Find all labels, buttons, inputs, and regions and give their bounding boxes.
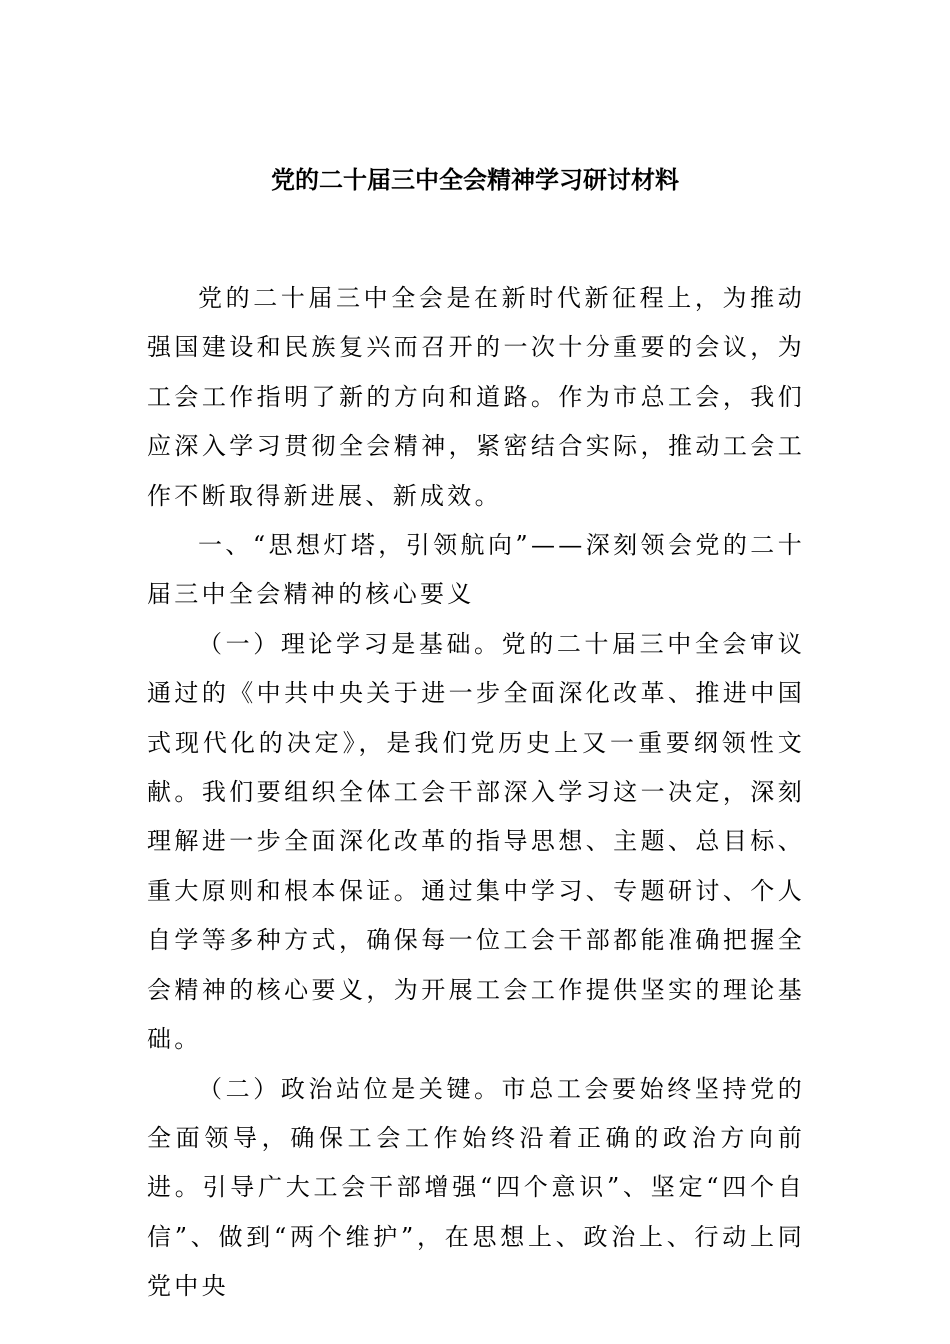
document-body bbox=[147, 274, 805, 1312]
section-heading-1: 一、“思想灯塔，引领航向”——深刻领会党的二十届三中全会精神的核心要义 bbox=[147, 531, 805, 609]
paragraph-political-stance: （二）政治站位是关键。市总工会要始终坚持党的全面领导，确保工会工作始终沿着正确的政治方向前进。引导广大工会干部增强“四个意识”、坚定“四个自信”、做到“两个维护”，在思想上、政治上、行动上同党中央 bbox=[147, 1074, 805, 1301]
paragraph-intro: 党的二十届三中全会是在新时代新征程上，为推动强国建设和民族复兴而召开的一次十分重要的会议，为工会工作指明了新的方向和道路。作为市总工会，我们应深入学习贯彻全会精神，紧密结合实际，推动工会工作不断取得新进展、新成效。 bbox=[147, 284, 805, 510]
document-title: 党的二十届三中全会精神学习研讨材料 bbox=[271, 165, 679, 194]
paragraph-theory-study: （一）理论学习是基础。党的二十届三中全会审议通过的《中共中央关于进一步全面深化改革、推进中国式现代化的决定》，是我们党历史上又一重要纲领性文献。我们要组织全体工会干部深入学习这一决定，深刻理解进一步全面深化改革的指导思想、主题、总目标、重大原则和根本保证。通过集中学习、专题研讨、个人自学等多种方式，确保每一位工会干部都能准确把握全会精神的核心要义，为开展工会工作提供坚实的理论基础。 bbox=[147, 629, 805, 1054]
